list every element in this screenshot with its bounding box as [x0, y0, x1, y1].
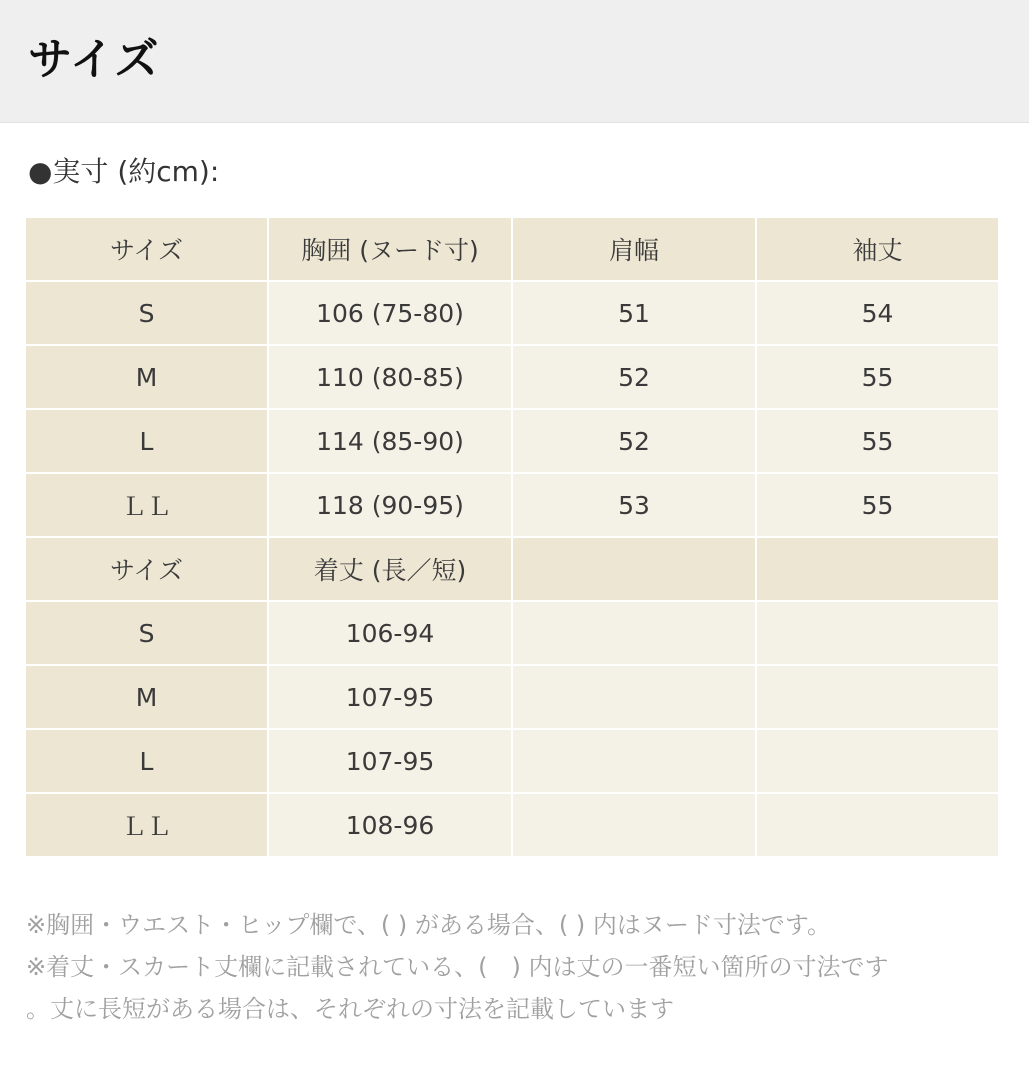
- table-cell: 110 (80-85): [269, 346, 511, 408]
- row-label: ＬＬ: [26, 794, 267, 856]
- table-row: [26, 282, 998, 344]
- table-cell: 114 (85-90): [269, 410, 511, 472]
- table-cell: [757, 602, 998, 664]
- table-cell: [757, 730, 998, 792]
- table-cell: 53: [513, 474, 755, 536]
- table-cell: [513, 730, 755, 792]
- table-cell: [513, 666, 755, 728]
- row-label: S: [26, 282, 267, 344]
- header-cell-size: サイズ: [26, 218, 267, 280]
- table-header-row: [26, 218, 998, 280]
- measurement-subtitle: ●実寸 (約cm):: [28, 155, 220, 188]
- header-cell-size: サイズ: [26, 538, 267, 600]
- table-row: [26, 666, 998, 728]
- table-row: [26, 794, 998, 856]
- row-label: L: [26, 730, 267, 792]
- table-row: [26, 410, 998, 472]
- table-cell: 118 (90-95): [269, 474, 511, 536]
- table-cell: 108-96: [269, 794, 511, 856]
- table-cell: 106-94: [269, 602, 511, 664]
- footnote-nude-size: ※胸囲・ウエスト・ヒップ欄で、( ) がある場合、( ) 内はヌード寸法です。: [26, 911, 831, 939]
- row-label: L: [26, 410, 267, 472]
- header-cell-empty: [513, 538, 755, 600]
- row-label: ＬＬ: [26, 474, 267, 536]
- table-cell: [757, 794, 998, 856]
- table-row: [26, 730, 998, 792]
- row-label: M: [26, 346, 267, 408]
- table-cell: 106 (75-80): [269, 282, 511, 344]
- table-header-row: [26, 538, 998, 600]
- table-cell: 107-95: [269, 730, 511, 792]
- header-cell-shoulder: 肩幅: [513, 218, 755, 280]
- size-chart-table: [24, 216, 1000, 858]
- table-cell: [513, 794, 755, 856]
- table-cell: 55: [757, 474, 998, 536]
- table-row: [26, 474, 998, 536]
- header-cell-chest: 胸囲 (ヌード寸): [269, 218, 511, 280]
- page-header: [0, 0, 1029, 123]
- table-row: [26, 346, 998, 408]
- table-cell: 52: [513, 410, 755, 472]
- table-cell: 55: [757, 346, 998, 408]
- table-cell: 51: [513, 282, 755, 344]
- table-row: [26, 602, 998, 664]
- footnote-length: ※着丈・スカート丈欄に記載されている、( ) 内は丈の一番短い箇所の寸法です: [26, 953, 889, 981]
- header-cell-empty: [757, 538, 998, 600]
- row-label: M: [26, 666, 267, 728]
- row-label: S: [26, 602, 267, 664]
- footnotes: [26, 904, 1016, 1030]
- table-cell: 52: [513, 346, 755, 408]
- header-cell-length: 着丈 (長／短): [269, 538, 511, 600]
- footnote-length-continued: 。丈に長短がある場合は、それぞれの寸法を記載しています: [26, 995, 674, 1023]
- table-cell: 107-95: [269, 666, 511, 728]
- table-cell: 55: [757, 410, 998, 472]
- table-cell: [513, 602, 755, 664]
- table-cell: [757, 666, 998, 728]
- header-cell-sleeve: 袖丈: [757, 218, 998, 280]
- table-cell: 54: [757, 282, 998, 344]
- page-title: サイズ: [28, 34, 160, 85]
